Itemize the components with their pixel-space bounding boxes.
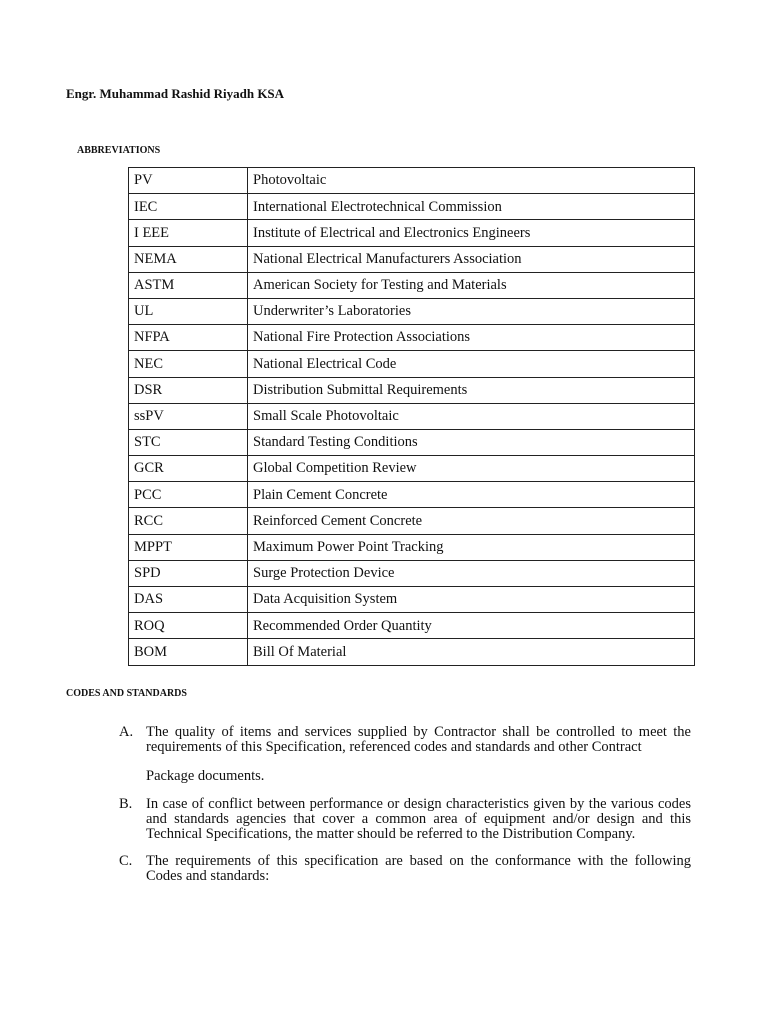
- table-row: [129, 377, 695, 403]
- abbreviation-code: RCC: [129, 508, 248, 534]
- abbreviation-meaning: National Electrical Code: [248, 351, 695, 377]
- requirement-continuation: Package documents.: [146, 768, 265, 784]
- abbreviation-code: UL: [129, 298, 248, 324]
- codes-standards-heading: CODES AND STANDARDS: [66, 688, 187, 699]
- abbreviation-code: ROQ: [129, 613, 248, 639]
- table-row: [129, 298, 695, 324]
- requirement-letter: A.: [119, 724, 134, 740]
- abbreviation-code: PV: [129, 168, 248, 194]
- requirement-text: The requirements of this specification are based on the conformance with the following Codes and standards:: [146, 853, 691, 884]
- requirements-list: [119, 725, 691, 884]
- table-row: [129, 351, 695, 377]
- abbreviation-meaning: American Society for Testing and Materials: [248, 272, 695, 298]
- table-row: [129, 639, 695, 665]
- document-author: Engr. Muhammad Rashid Riyadh KSA: [66, 86, 285, 101]
- table-row: [129, 246, 695, 272]
- table-row: [129, 325, 695, 351]
- table-row: [129, 613, 695, 639]
- abbreviation-code: BOM: [129, 639, 248, 665]
- requirement-text: The quality of items and services supplied by Contractor shall be controlled to meet the requirements of this Specification, referenced codes and standards and other Contract: [146, 724, 691, 755]
- abbreviation-meaning: Small Scale Photovoltaic: [248, 403, 695, 429]
- abbreviation-meaning: Underwriter’s Laboratories: [248, 298, 695, 324]
- abbreviation-code: ssPV: [129, 403, 248, 429]
- abbreviation-meaning: Institute of Electrical and Electronics Engineers: [248, 220, 695, 246]
- requirement-item-a: [119, 725, 691, 784]
- abbreviation-meaning: Bill Of Material: [248, 639, 695, 665]
- abbreviation-meaning: National Electrical Manufacturers Association: [248, 246, 695, 272]
- abbreviation-code: SPD: [129, 560, 248, 586]
- requirement-item-c: [119, 854, 691, 884]
- table-row: [129, 429, 695, 455]
- abbreviation-code: STC: [129, 429, 248, 455]
- abbreviation-code: DSR: [129, 377, 248, 403]
- abbreviation-code: PCC: [129, 482, 248, 508]
- requirement-text: In case of conflict between performance or design characteristics given by the various codes and standards agencies that cover a common area of equipment and/or design and this Technical Specifications, the matter should be referred to the Distribution Company.: [146, 796, 691, 842]
- abbreviation-meaning: Recommended Order Quantity: [248, 613, 695, 639]
- table-row: [129, 482, 695, 508]
- requirement-item-b: [119, 797, 691, 842]
- table-row: [129, 220, 695, 246]
- abbreviation-meaning: Reinforced Cement Concrete: [248, 508, 695, 534]
- abbreviation-code: MPPT: [129, 534, 248, 560]
- table-row: [129, 168, 695, 194]
- abbreviation-meaning: Surge Protection Device: [248, 560, 695, 586]
- abbreviation-code: NEC: [129, 351, 248, 377]
- abbreviation-meaning: Standard Testing Conditions: [248, 429, 695, 455]
- abbreviation-code: NEMA: [129, 246, 248, 272]
- abbreviation-code: GCR: [129, 456, 248, 482]
- table-row: [129, 272, 695, 298]
- abbreviation-meaning: Global Competition Review: [248, 456, 695, 482]
- abbreviation-meaning: Plain Cement Concrete: [248, 482, 695, 508]
- table-row: [129, 534, 695, 560]
- abbreviation-code: DAS: [129, 587, 248, 613]
- abbreviation-code: IEC: [129, 194, 248, 220]
- table-row: [129, 194, 695, 220]
- abbreviation-meaning: Maximum Power Point Tracking: [248, 534, 695, 560]
- abbreviation-code: NFPA: [129, 325, 248, 351]
- table-row: [129, 587, 695, 613]
- table-row: [129, 403, 695, 429]
- abbreviation-meaning: Photovoltaic: [248, 168, 695, 194]
- abbreviation-code: I EEE: [129, 220, 248, 246]
- table-row: [129, 508, 695, 534]
- table-row: [129, 456, 695, 482]
- requirement-letter: B.: [119, 796, 133, 812]
- abbreviation-meaning: Distribution Submittal Requirements: [248, 377, 695, 403]
- abbreviations-heading: ABBREVIATIONS: [77, 145, 161, 156]
- requirement-letter: C.: [119, 853, 133, 869]
- abbreviations-table: [128, 167, 695, 666]
- abbreviation-meaning: National Fire Protection Associations: [248, 325, 695, 351]
- abbreviation-meaning: International Electrotechnical Commission: [248, 194, 695, 220]
- abbreviation-meaning: Data Acquisition System: [248, 587, 695, 613]
- abbreviation-code: ASTM: [129, 272, 248, 298]
- table-row: [129, 560, 695, 586]
